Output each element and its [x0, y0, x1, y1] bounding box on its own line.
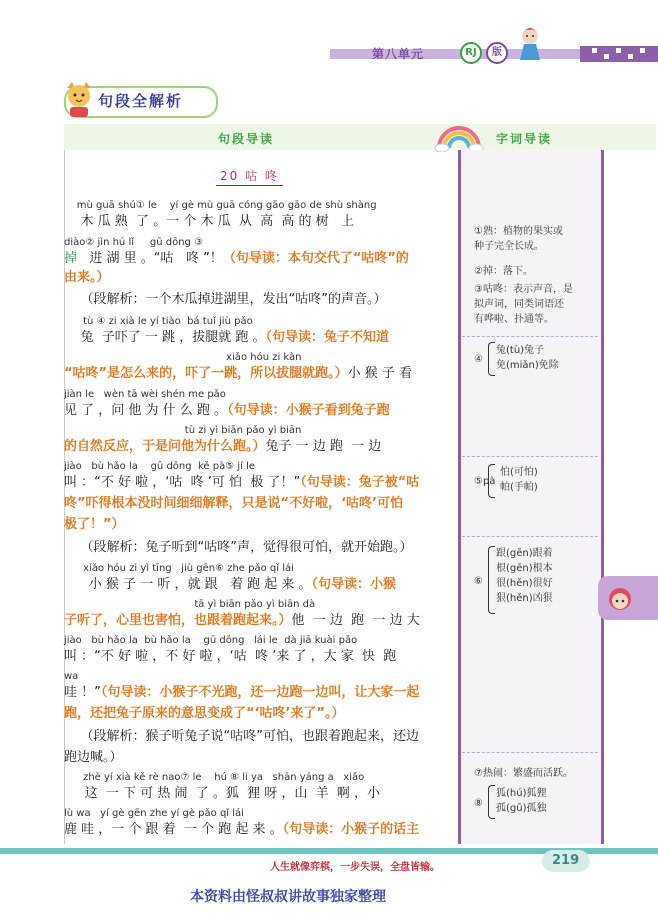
note-brace	[488, 785, 495, 819]
edition-badge-ban: 版	[486, 42, 508, 64]
sentence-guide: “咕咚”是怎么来的，吓了一跳，所以拔腿就跑。）	[64, 366, 348, 381]
pinyin-line: jiào bù hǎo la gū dōng kě pà⑤ jí le	[64, 461, 256, 472]
sentence-guide: （句导读：小猴子的话主	[282, 822, 420, 837]
pinyin-line: tā yì biān pǎo yì biān dà	[64, 599, 316, 610]
pinyin-line: lù wa yí gè gēn zhe yí gè pǎo qǐ lái	[64, 808, 244, 819]
sentence-guide: 跑，还把兔子原来的意思变成了“‘咕咚’来了”。）	[64, 706, 345, 721]
page-number: 219	[552, 853, 580, 868]
text-line	[64, 496, 456, 512]
text-line	[64, 517, 456, 533]
watermark-text: 本资料由怪叔叔讲故事独家整理	[190, 889, 386, 905]
unit-label: 第八单元	[372, 47, 425, 61]
sentence-guide: 极了！”）	[64, 517, 125, 532]
note-4-marker: ④	[474, 354, 483, 365]
sentence-guide: 由来。）	[64, 270, 110, 285]
note-6: 跟(gēn)跟着 根(gēn)根本 很(hěn)很好 狠(hěn)凶狠	[496, 548, 553, 604]
sentence-guide: （句导读：小猴子看到兔子跑	[227, 403, 390, 418]
paragraph-analysis: （段解析：兔子听到“咕咚”声，觉得很可怕，就开始跑。）	[64, 540, 413, 555]
pinyin-line: xiǎo hóu zi kàn	[64, 352, 302, 363]
footer-motto: 人生就像弈棋，一步失误，全盘皆输。	[270, 862, 440, 873]
pinyin-line: jiàn le wèn tā wèi shén me pǎo	[64, 389, 226, 400]
text-line: 的自然反应，于是问他为什么跑。）兔子 一 边 跑 一 边	[64, 439, 382, 454]
fairy-icon	[510, 22, 550, 62]
note-8: 狐(hú)狐狸 孤(gū)孤独	[496, 788, 547, 814]
tab-sentence-guide: 句段导读	[218, 132, 275, 146]
note-7: ⑦热闹：繁盛而活跃。	[474, 768, 573, 779]
lesson-title: 20 咕 咚	[216, 167, 283, 186]
guide-tab-bar	[64, 124, 656, 150]
paragraph-analysis: （段解析：猴子听兔子说“咕咚”可怕，也跟着跑起来，还边	[64, 729, 419, 744]
pinyin-line: xiǎo hóu zi yì tīng jiù gēn⑥ zhe pǎo qǐ lái	[64, 563, 294, 574]
highlight-word: 掉	[64, 251, 78, 266]
paragraph-analysis: 跑边喊。）	[64, 750, 123, 765]
pinyin-line: diào② jìn hú lǐ gū dōng ③	[64, 237, 204, 248]
text-line	[64, 706, 456, 722]
text-line: 鹿 哇 ，一 个 跟 着 一 个 跑 起 来 。（句导读：小猴子的话主	[64, 822, 420, 837]
text-line: 掉 进 湖 里 。“咕 咚 ”！（句导读：本句交代了“咕咚”的	[64, 251, 409, 266]
pinyin-line: jiào bù hǎo la bù hǎo la gū dōng lái le dà jiā kuài pǎo	[64, 635, 358, 646]
note-divider	[462, 536, 598, 537]
edition-badge-rj: RJ	[460, 42, 482, 64]
text-line: 哇 ！”（句导读：小猴子不光跑，还一边跑一边叫，让大家一起	[64, 685, 420, 700]
pinyin-line: zhè yí xià kě rè nao⑦ le hú ⑧ li ya shān yáng a xiǎo	[64, 772, 365, 783]
note-5-marker: ⑤pà	[474, 476, 496, 487]
note-brace	[488, 464, 495, 498]
text-line: 兔 子吓了 一 跳 ，拔腿就 跑 。（句导读：兔子不知道	[64, 330, 389, 345]
sentence-guide: （句导读：兔子被“咕	[300, 475, 420, 490]
tab-word-guide: 字词导读	[496, 132, 553, 146]
cat-mascot-icon	[62, 80, 96, 118]
text-line: 这 一 下 可 热 闹 了 。狐 狸 呀 ，山 羊 啊 ，小	[64, 786, 381, 801]
note-divider	[462, 456, 598, 457]
note-5: 怕(可怕) 帕(手帕)	[500, 467, 538, 493]
note-divider	[462, 752, 598, 753]
note-brace	[488, 546, 495, 614]
pinyin-line: mù guā shú① le yí gè mù guā cóng gāo gāo de shù shàng	[64, 200, 377, 211]
sentence-guide: 的自然反应，于是问他为什么跑。）	[64, 439, 266, 454]
sentence-guide: （句导读：小猴子不光跑，还一边跑一边叫，让大家一起	[100, 685, 420, 700]
note-8-marker: ⑧	[474, 798, 483, 809]
girl-face-icon	[606, 584, 634, 612]
text-line: 木 瓜 熟 了 。一 个 木 瓜 从 高 高 的 树 上	[64, 214, 355, 229]
note-6-marker: ⑥	[474, 576, 483, 587]
pinyin-line: tù ④ zi xià le yí tiào bá tuǐ jiù pǎo	[64, 316, 253, 327]
note-2: ②掉：落下。	[474, 266, 533, 277]
text-line: “咕咚”是怎么来的，吓了一跳，所以拔腿就跑。）小 猴 子 看	[64, 366, 412, 381]
text-line: 叫 ：“不 好 啦 ，‘咕 咚 ’可 怕 极 了！”（句导读：兔子被“咕	[64, 475, 420, 490]
text-line	[64, 270, 456, 286]
note-4: 兔(tù)兔子 免(miǎn)免除	[496, 345, 559, 371]
sentence-guide: 咚”吓得根本没时间细细解释，只是说“不好啦，‘咕咚’可怕	[64, 496, 403, 511]
text-line: 见 了 ，问 他 为 什 么 跑 。（句导读：小猴子看到兔子跑	[64, 403, 390, 418]
vocab-side-panel	[458, 150, 604, 844]
note-brace	[488, 342, 495, 376]
note-3: ③咕咚：表示声音，是 拟声词，同类词语还 有哗啦、扑通等。	[474, 284, 573, 325]
sentence-guide: 子听了，心里也害怕，也跟着跑起来。）	[64, 613, 292, 628]
note-1: ①熟：植物的果实或 种子完全长成。	[474, 226, 563, 252]
sentence-guide: （句导读：兔子不知道	[265, 330, 389, 345]
text-line: 叫 ：“不 好 啦 ，不 好 啦 ，‘咕 咚 ’来 了 ，大 家 快 跑	[64, 649, 397, 664]
pinyin-line: wa	[64, 671, 79, 682]
rainbow-icon	[434, 122, 484, 152]
sentence-guide: （句导读：小猴	[311, 577, 397, 592]
note-divider	[462, 336, 598, 337]
section-title: 句段全解析	[98, 92, 184, 110]
text-line: 子听了，心里也害怕，也跟着跑起来。）他 一 边 跑 一 边 大	[64, 613, 420, 628]
paragraph-analysis: （段解析：一个木瓜掉进湖里，发出“咕咚”的声音。）	[64, 292, 387, 307]
text-line: 小 猴 子 一 听 ，就 跟 着 跑 起 来 。（句导读：小猴	[64, 577, 397, 592]
sentence-guide: （句导读：本句交代了“咕咚”的	[222, 251, 409, 266]
pinyin-line: tù zi yì biān pǎo yì biān	[64, 425, 302, 436]
